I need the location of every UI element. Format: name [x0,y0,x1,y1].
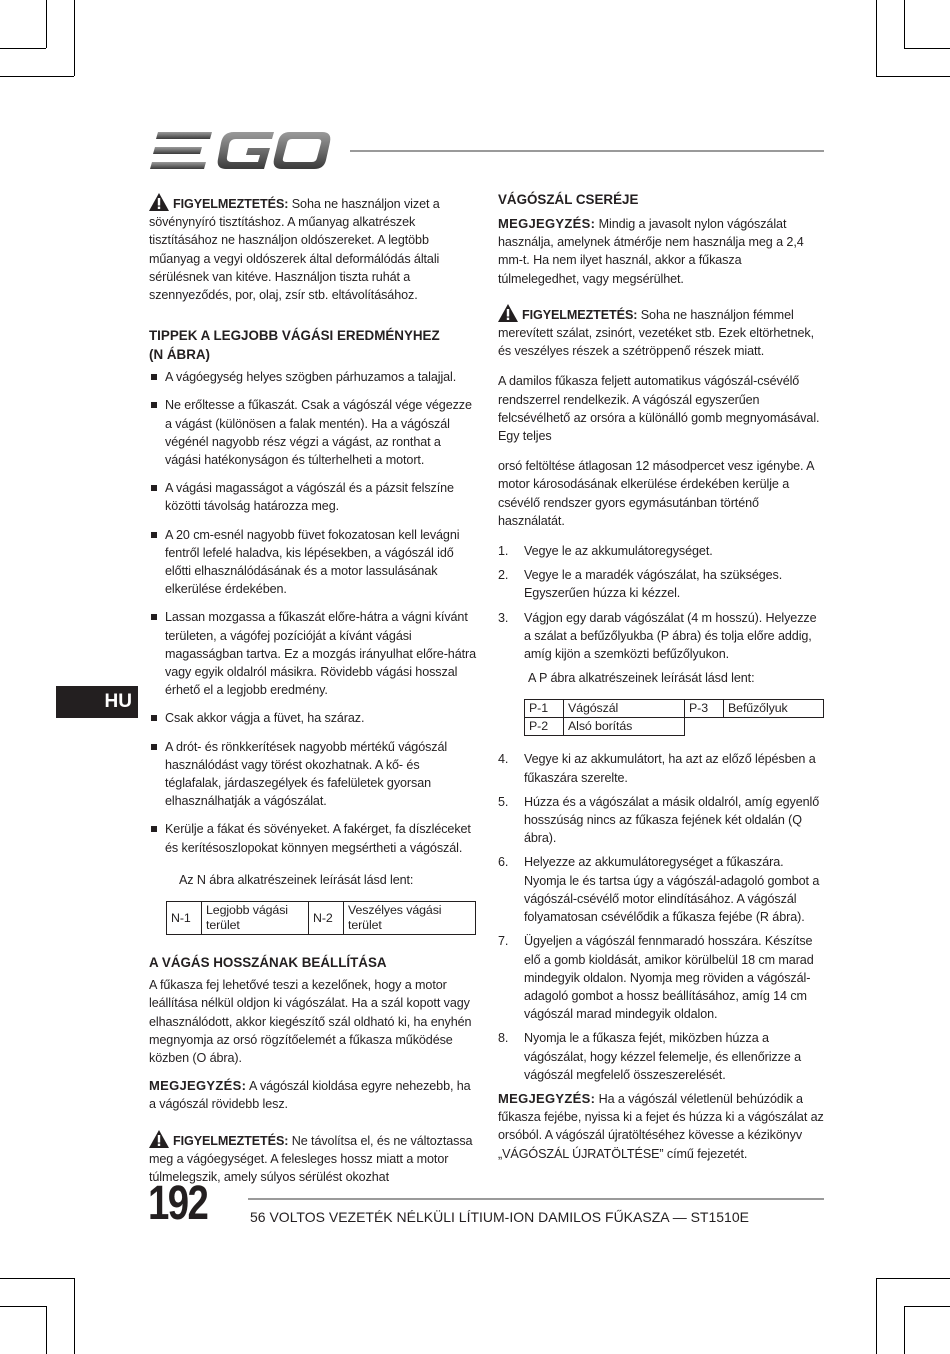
body-paragraph: A damilos fűkasza feljett automatikus vágószál-csévélő rendszerrel rendelkezik. A vágószál egyszerűen felcsévélhető az orsóra a különálló gomb megnyomásával. Egy teljes [498,374,820,444]
table-row [525,718,824,736]
tip-item: A vágóegység helyes szögben párhuzamos a talajjal. [149,368,479,386]
part-code: N-1 [167,902,202,935]
step-item: 3. Vágjon egy darab vágószálat (4 m hosszú). Helyezze a szálat a befűzőlyukba (P ábra) és tolja előre addig, amíg kijön a szemközti befűzőlyukon. [498,610,817,662]
replace-heading: VÁGÓSZÁL CSERÉJE [498,192,639,207]
note-paragraph [498,215,826,288]
crop-mark [74,0,75,76]
note-label: MEGJEGYZÉS: [149,1078,247,1094]
footer-title: 56 VOLTOS VEZETÉK NÉLKÜLI LÍTIUM-ION DAMILOS FŰKASZA — ST1510E [250,1209,749,1225]
crop-mark [876,1278,877,1354]
crop-mark [0,1278,74,1279]
warning-triangle-icon [149,193,169,211]
step-item: 7. Ügyeljen a vágószál fennmaradó hosszára. Készítse elő a gomb kioldását, amikor körülbelül 18 cm marad mindegyik oldalon. Nyomja meg röviden a vágószál-adagoló gombot a hossz beállításához, amíg 14 cm vágószál marad mindegyik oldalon. [498,934,814,1022]
tip-item: Lassan mozgassa a fűkaszát előre-hátra a vágni kívánt területen, a vágófej pozícióját a kívánt vágási magasságban tartva. Ez a mozgás irányulhat előre-hátra vagy egyik oldalról másikra. Rövidebb vágási hosszal érhető el a legjobb eredmény. [149,608,479,699]
crop-mark [0,76,74,77]
n-figure-intro: Az N ábra alkatrészeinek leírását lásd lent: [179,872,414,887]
tip-item: A vágási magasságot a vágószál és a pázsit felszíne közötti távolság határozza meg. [149,479,479,515]
footer-rule [248,1198,824,1200]
part-code: P-2 [525,718,564,736]
ego-logo [150,130,332,172]
crop-mark [876,76,950,77]
step-item: 1. Vegye le az akkumulátoregységet. [498,544,713,559]
step-item: 2. Vegye le a maradék vágószálat, ha szükséges. Egyszerűen húzza ki kézzel. [498,568,783,601]
crop-mark [876,1278,950,1279]
right-column [498,190,826,1163]
body-paragraph: orsó feltöltése átlagosan 12 másodpercet vesz igénybe. A motor károsodásának elkerülése érdekében kerülje a csévélő rendszer gyors egymásutánban történő használatát. [498,459,814,528]
crop-mark [876,0,877,76]
note-text: Mindig a javasolt nylon vágószálat használja, amelynek átmérője nem használja meg a 2,4 mm-t. Ha nem ilyet használ, akkor a fűkasza túlmelegedhet, vagy megsérülhet. [498,217,804,286]
note-label: MEGJEGYZÉS: [498,216,596,231]
warning-text: Soha ne használjon vizet a sövénynyíró tisztításhoz. A műanyag alkatrészek tisztításához ne használjon oldószereket. A legtöbb műanyag a vegyi oldószerek által deformálódás általi sérülésnek van kitéve. Használjon tiszta ruhát a szennyeződés, por, olaj, zsír stb. eltávolításához. [149,197,440,303]
warning-paragraph [498,304,826,361]
crop-mark [0,48,46,49]
part-description: Befűzőlyuk [724,700,824,718]
length-paragraph: A fűkasza fej lehetővé teszi a kezelőnek, hogy a motor leállítása nélkül oldjon ki vágószálat. Ha a szál kopott vagy elhasználódott, akkor kiegészítő szál oldható ki, ha enyhén megnyomja az orsó rögzítőelemét a fűkasza működése közben (O ábra). [149,978,472,1065]
crop-mark [904,1306,950,1307]
length-heading: A VÁGÁS HOSSZÁNAK BEÁLLÍTÁSA [149,955,387,971]
note-text: Ha a vágószál véletlenül behúzódik a fűkasza fejébe, nyissa ki a fejet és húzza ki a vágószálat az orsóból. A vágószál újratöltéséhez kövesse a kézikönyv „VÁGÓSZÁL ÚJRATÖLTÉSE” című fejezetét. [498,1091,824,1161]
part-description: Legjobb vágási terület [202,902,309,935]
warning-label: FIGYELMEZTETÉS: [173,1133,289,1148]
warning-text: Soha ne használjon fémmel merevített szálat, zsinórt, vezetéket stb. Ezek eltörhetnek, és veszélyes részek a szétröppenő részek miatt. [498,307,814,359]
part-code: P-1 [525,700,564,718]
part-description: Veszélyes vágási terület [344,902,476,935]
p-parts-table [524,699,824,736]
crop-mark [904,0,905,48]
warning-triangle-icon [149,1130,169,1148]
warning-label: FIGYELMEZTETÉS: [522,307,638,322]
note-paragraph [149,1077,479,1113]
warning-label: FIGYELMEZTETÉS: [173,197,289,211]
tip-item: A 20 cm-esnél nagyobb füvet fokozatosan kell levágni fentről lefelé haladva, kis lépésekben, a vágószál idő előtti elhasználódásának és a motor lassulásának elkerülése érdekében. [149,526,479,599]
warning-triangle-icon [498,304,518,322]
tip-item: Kerülje a fákat és sövényeket. A fakérget, fa díszléceket és kerítésoszlopokat könnyen megsértheti a vágószál. [149,820,479,856]
note-label: MEGJEGYZÉS: [498,1090,596,1106]
crop-mark [74,1278,75,1354]
step-item: 5. Húzza és a vágószálat a másik oldalról, amíg egyenlő hosszúság nincs az fűkasza fejének két oldalán (Q ábra). [498,794,820,846]
crop-mark [904,1306,905,1354]
tip-item: Ne erőltesse a fűkaszát. Csak a vágószál vége végezze a vágást (különösen a falak mentén). Ha a vágószál végénél nagyobb rész végzi a vágást, az ronthat a vágási hatékonyságon és túlterhelheti a motort. [149,396,479,469]
step-item: 6. Helyezze az akkumulátoregységet a fűkaszára. Nyomja le és tartsa úgy a vágószál-adagoló gombot a vágószál-csévélő motor elindításához. A vágószál folyamatosan csévélődik a fűkasza fejébe (R ábra). [498,855,820,925]
part-description: Vágószál [564,700,685,718]
crop-mark [46,0,47,48]
part-code: N-2 [309,902,344,935]
part-code: P-3 [685,700,724,718]
left-column [149,193,479,1186]
part-description: Alsó borítás [564,718,685,736]
n-parts-table [166,901,476,935]
part-code [685,718,724,736]
tips-heading: TIPPEK A LEGJOBB VÁGÁSI EREDMÉNYHEZ (N ÁBRA) [149,328,440,363]
part-description [724,718,824,736]
crop-mark [46,1306,47,1354]
warning-text: Ne távolítsa el, és ne változtassa meg a vágóegységet. A felesleges hossz miatt a motor túlmelegszik, amely súlyos sérülést okozhat [149,1133,473,1184]
steps-list [498,542,826,663]
crop-mark [904,48,950,49]
page-number: 192 [148,1177,208,1230]
note-text: A vágószál kioldása egyre nehezebb, ha a vágószál rövidebb lesz. [149,1079,471,1112]
step-item: 8. Nyomja le a fűkasza fejét, miközben húzza a vágószálat, hogy kézzel felemelje, és ellenőrizze a vágószál megfelelő összeszerelését. [498,1031,802,1082]
table-row [167,902,476,935]
table-row [525,700,824,718]
header-rule [350,150,824,152]
tip-item: A drót- és rönkkerítések nagyobb mértékű vágószál használódást vagy törést okozhatnak. A kő- és téglafalak, járdaszegélyek és fafelületek gyorsan elhasználhatják a vágószálat. [149,738,479,811]
warning-paragraph [149,193,479,304]
steps-list [498,750,826,1083]
language-tab: HU [56,686,138,718]
tip-item: Csak akkor vágja a füvet, ha száraz. [149,709,479,727]
note-paragraph [498,1090,826,1163]
p-figure-intro: A P ábra alkatrészeinek leírását lásd lent: [528,671,755,686]
crop-mark [0,1306,46,1307]
step-item: 4. Vegye ki az akkumulátort, ha azt az előző lépésben a fűkaszára szerelte. [498,752,816,785]
tips-list [149,368,479,857]
